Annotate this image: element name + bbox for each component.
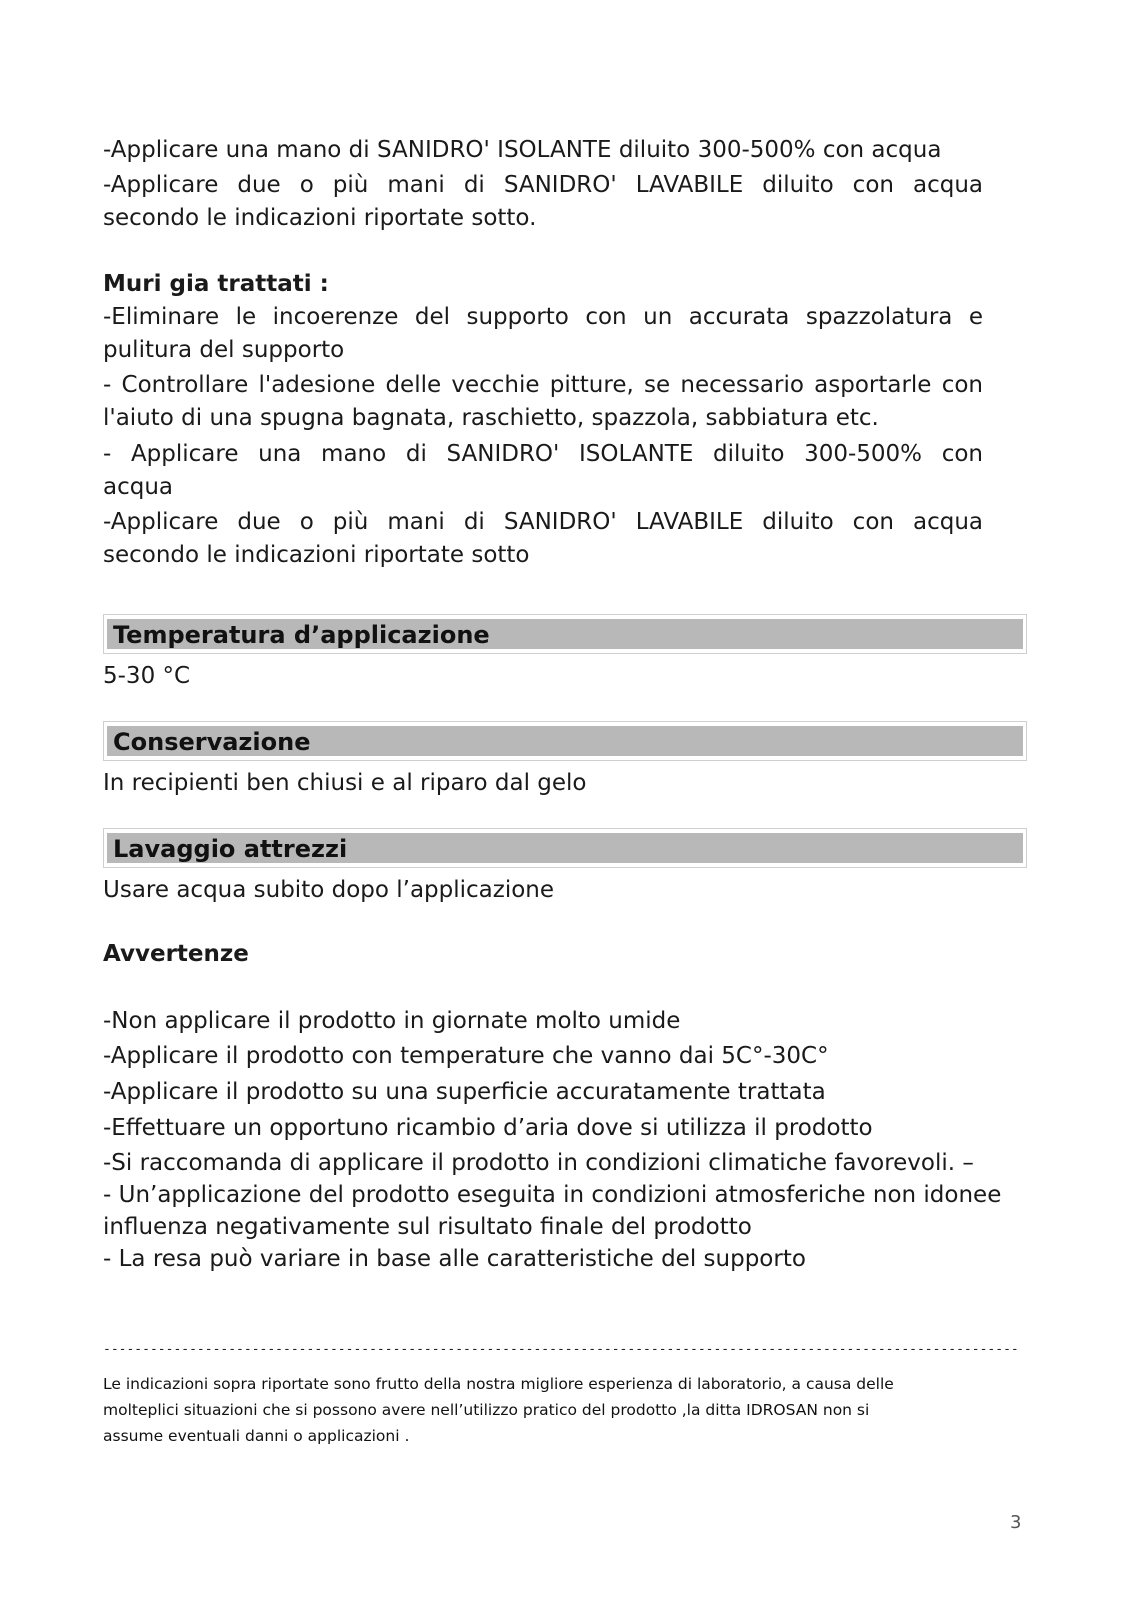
section-conservazione [103,721,1027,761]
avvertenze-line: influenza negativamente sul risultato finale del prodotto [103,1214,752,1240]
intro-line: secondo le indicazioni riportate sotto. [103,205,537,231]
footer-separator: --------------------------------------------------------------------------------------------------------------------- [103,1342,1019,1357]
avvertenze-line: -Effettuare un opportuno ricambio d’aria dove si utilizza il prodotto [103,1115,873,1141]
footer-note-line: assume eventuali danni o applicazioni . [103,1427,410,1445]
avvertenze-line: -Applicare il prodotto con temperature che vanno dai 5C°-30C° [103,1043,829,1069]
muri-line: - Controllare l'adesione delle vecchie pitture, se necessario asportarle con [103,372,983,398]
section-temperatura [103,614,1027,654]
avvertenze-line: - La resa può variare in base alle caratteristiche del supporto [103,1246,806,1272]
muri-line: pulitura del supporto [103,337,345,363]
intro-line: -Applicare una mano di SANIDRO' ISOLANTE diluito 300-500% con acqua [103,137,942,163]
section-title: Conservazione [113,728,311,756]
avvertenze-line: -Applicare il prodotto su una superficie accuratamente trattata [103,1079,826,1105]
intro-line: -Applicare due o più mani di SANIDRO' LAVABILE diluito con acqua [103,172,983,198]
temperatura-value: 5-30 °C [103,663,191,689]
avvertenze-line: - Un’applicazione del prodotto eseguita in condizioni atmosferiche non idonee [103,1182,1002,1208]
footer-note-line: Le indicazioni sopra riportate sono frutto della nostra migliore esperienza di laboratorio, a causa delle [103,1375,894,1393]
muri-line: -Eliminare le incoerenze del supporto con un accurata spazzolatura e [103,304,983,330]
avvertenze-line: -Si raccomanda di applicare il prodotto in condizioni climatiche favorevoli. – [103,1150,974,1176]
lavaggio-text: Usare acqua subito dopo l’applicazione [103,877,555,903]
conservazione-text: In recipienti ben chiusi e al riparo dal gelo [103,770,587,796]
avvertenze-heading: Avvertenze [103,941,249,967]
section-bar [107,619,1023,649]
muri-line: l'aiuto di una spugna bagnata, raschietto, spazzola, sabbiatura etc. [103,405,879,431]
section-lavaggio [103,828,1027,868]
section-title: Lavaggio attrezzi [113,835,348,863]
section-title: Temperatura d’applicazione [113,621,490,649]
muri-line: acqua [103,474,174,500]
muri-line: secondo le indicazioni riportate sotto [103,542,530,568]
muri-line: - Applicare una mano di SANIDRO' ISOLANTE diluito 300-500% con [103,441,983,467]
muri-line: -Applicare due o più mani di SANIDRO' LAVABILE diluito con acqua [103,509,983,535]
avvertenze-line: -Non applicare il prodotto in giornate molto umide [103,1008,681,1034]
section-bar [107,833,1023,863]
muri-heading: Muri gia trattati : [103,271,329,297]
page-number: 3 [1010,1512,1022,1533]
footer-note-line: molteplici situazioni che si possono avere nell’utilizzo pratico del prodotto ,la ditta IDROSAN non si [103,1401,870,1419]
section-bar [107,726,1023,756]
